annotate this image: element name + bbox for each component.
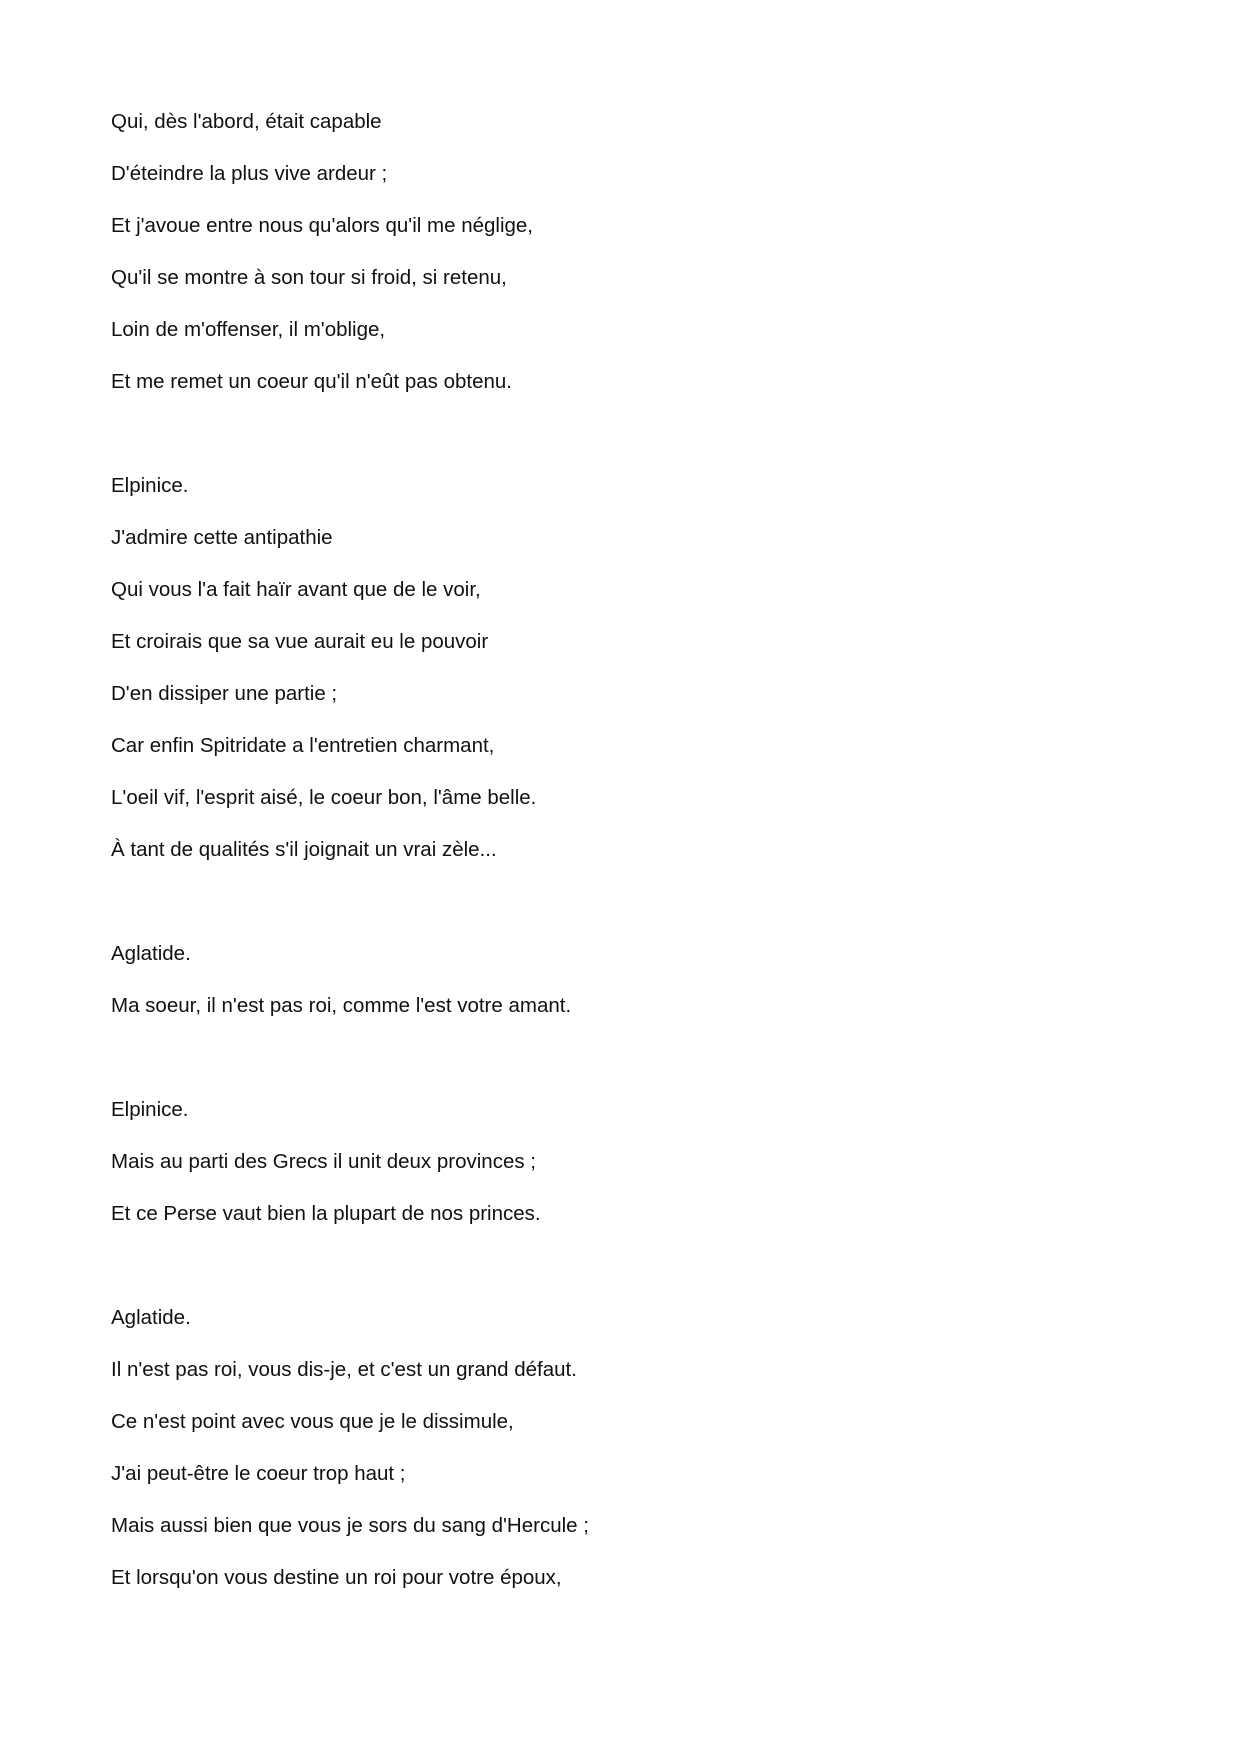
- verse-line: Qui, dès l'abord, était capable: [111, 110, 382, 133]
- verse-line: Qu'il se montre à son tour si froid, si retenu,: [111, 266, 507, 289]
- speaker-name: Aglatide.: [111, 942, 191, 965]
- block-spacer: [111, 888, 1131, 940]
- play-text: [111, 108, 1131, 1616]
- speaker-name: Elpinice.: [111, 474, 189, 497]
- verse-block: [111, 472, 1131, 864]
- verse-line: Et lorsqu'on vous destine un roi pour votre époux,: [111, 1566, 562, 1589]
- verse-line: Ce n'est point avec vous que je le dissimule,: [111, 1410, 514, 1433]
- verse-line: Mais aussi bien que vous je sors du sang d'Hercule ;: [111, 1514, 589, 1537]
- verse-line: Qui vous l'a fait haïr avant que de le voir,: [111, 578, 481, 601]
- verse-line: D'éteindre la plus vive ardeur ;: [111, 162, 388, 185]
- block-spacer: [111, 420, 1131, 472]
- verse-line: J'ai peut-être le coeur trop haut ;: [111, 1462, 406, 1485]
- verse-block: [111, 1304, 1131, 1592]
- verse-block: [111, 1096, 1131, 1228]
- verse-line: Et me remet un coeur qu'il n'eût pas obtenu.: [111, 370, 512, 393]
- verse-line: Et j'avoue entre nous qu'alors qu'il me néglige,: [111, 214, 534, 237]
- verse-block: [111, 108, 1131, 396]
- verse-line: Il n'est pas roi, vous dis-je, et c'est un grand défaut.: [111, 1358, 577, 1381]
- verse-line: Loin de m'offenser, il m'oblige,: [111, 318, 386, 341]
- speaker-name: Elpinice.: [111, 1098, 189, 1121]
- verse-line: D'en dissiper une partie ;: [111, 682, 338, 705]
- verse-line: Ma soeur, il n'est pas roi, comme l'est votre amant.: [111, 994, 572, 1017]
- verse-line: L'oeil vif, l'esprit aisé, le coeur bon, l'âme belle.: [111, 786, 537, 809]
- verse-line: J'admire cette antipathie: [111, 526, 333, 549]
- verse-block: [111, 940, 1131, 1020]
- verse-line: À tant de qualités s'il joignait un vrai zèle...: [111, 838, 497, 861]
- speaker-name: Aglatide.: [111, 1306, 191, 1329]
- verse-line: Car enfin Spitridate a l'entretien charmant,: [111, 734, 495, 757]
- block-spacer: [111, 1252, 1131, 1304]
- verse-line: Et croirais que sa vue aurait eu le pouvoir: [111, 630, 489, 653]
- verse-line: Mais au parti des Grecs il unit deux provinces ;: [111, 1150, 536, 1173]
- verse-line: Et ce Perse vaut bien la plupart de nos princes.: [111, 1202, 541, 1225]
- block-spacer: [111, 1044, 1131, 1096]
